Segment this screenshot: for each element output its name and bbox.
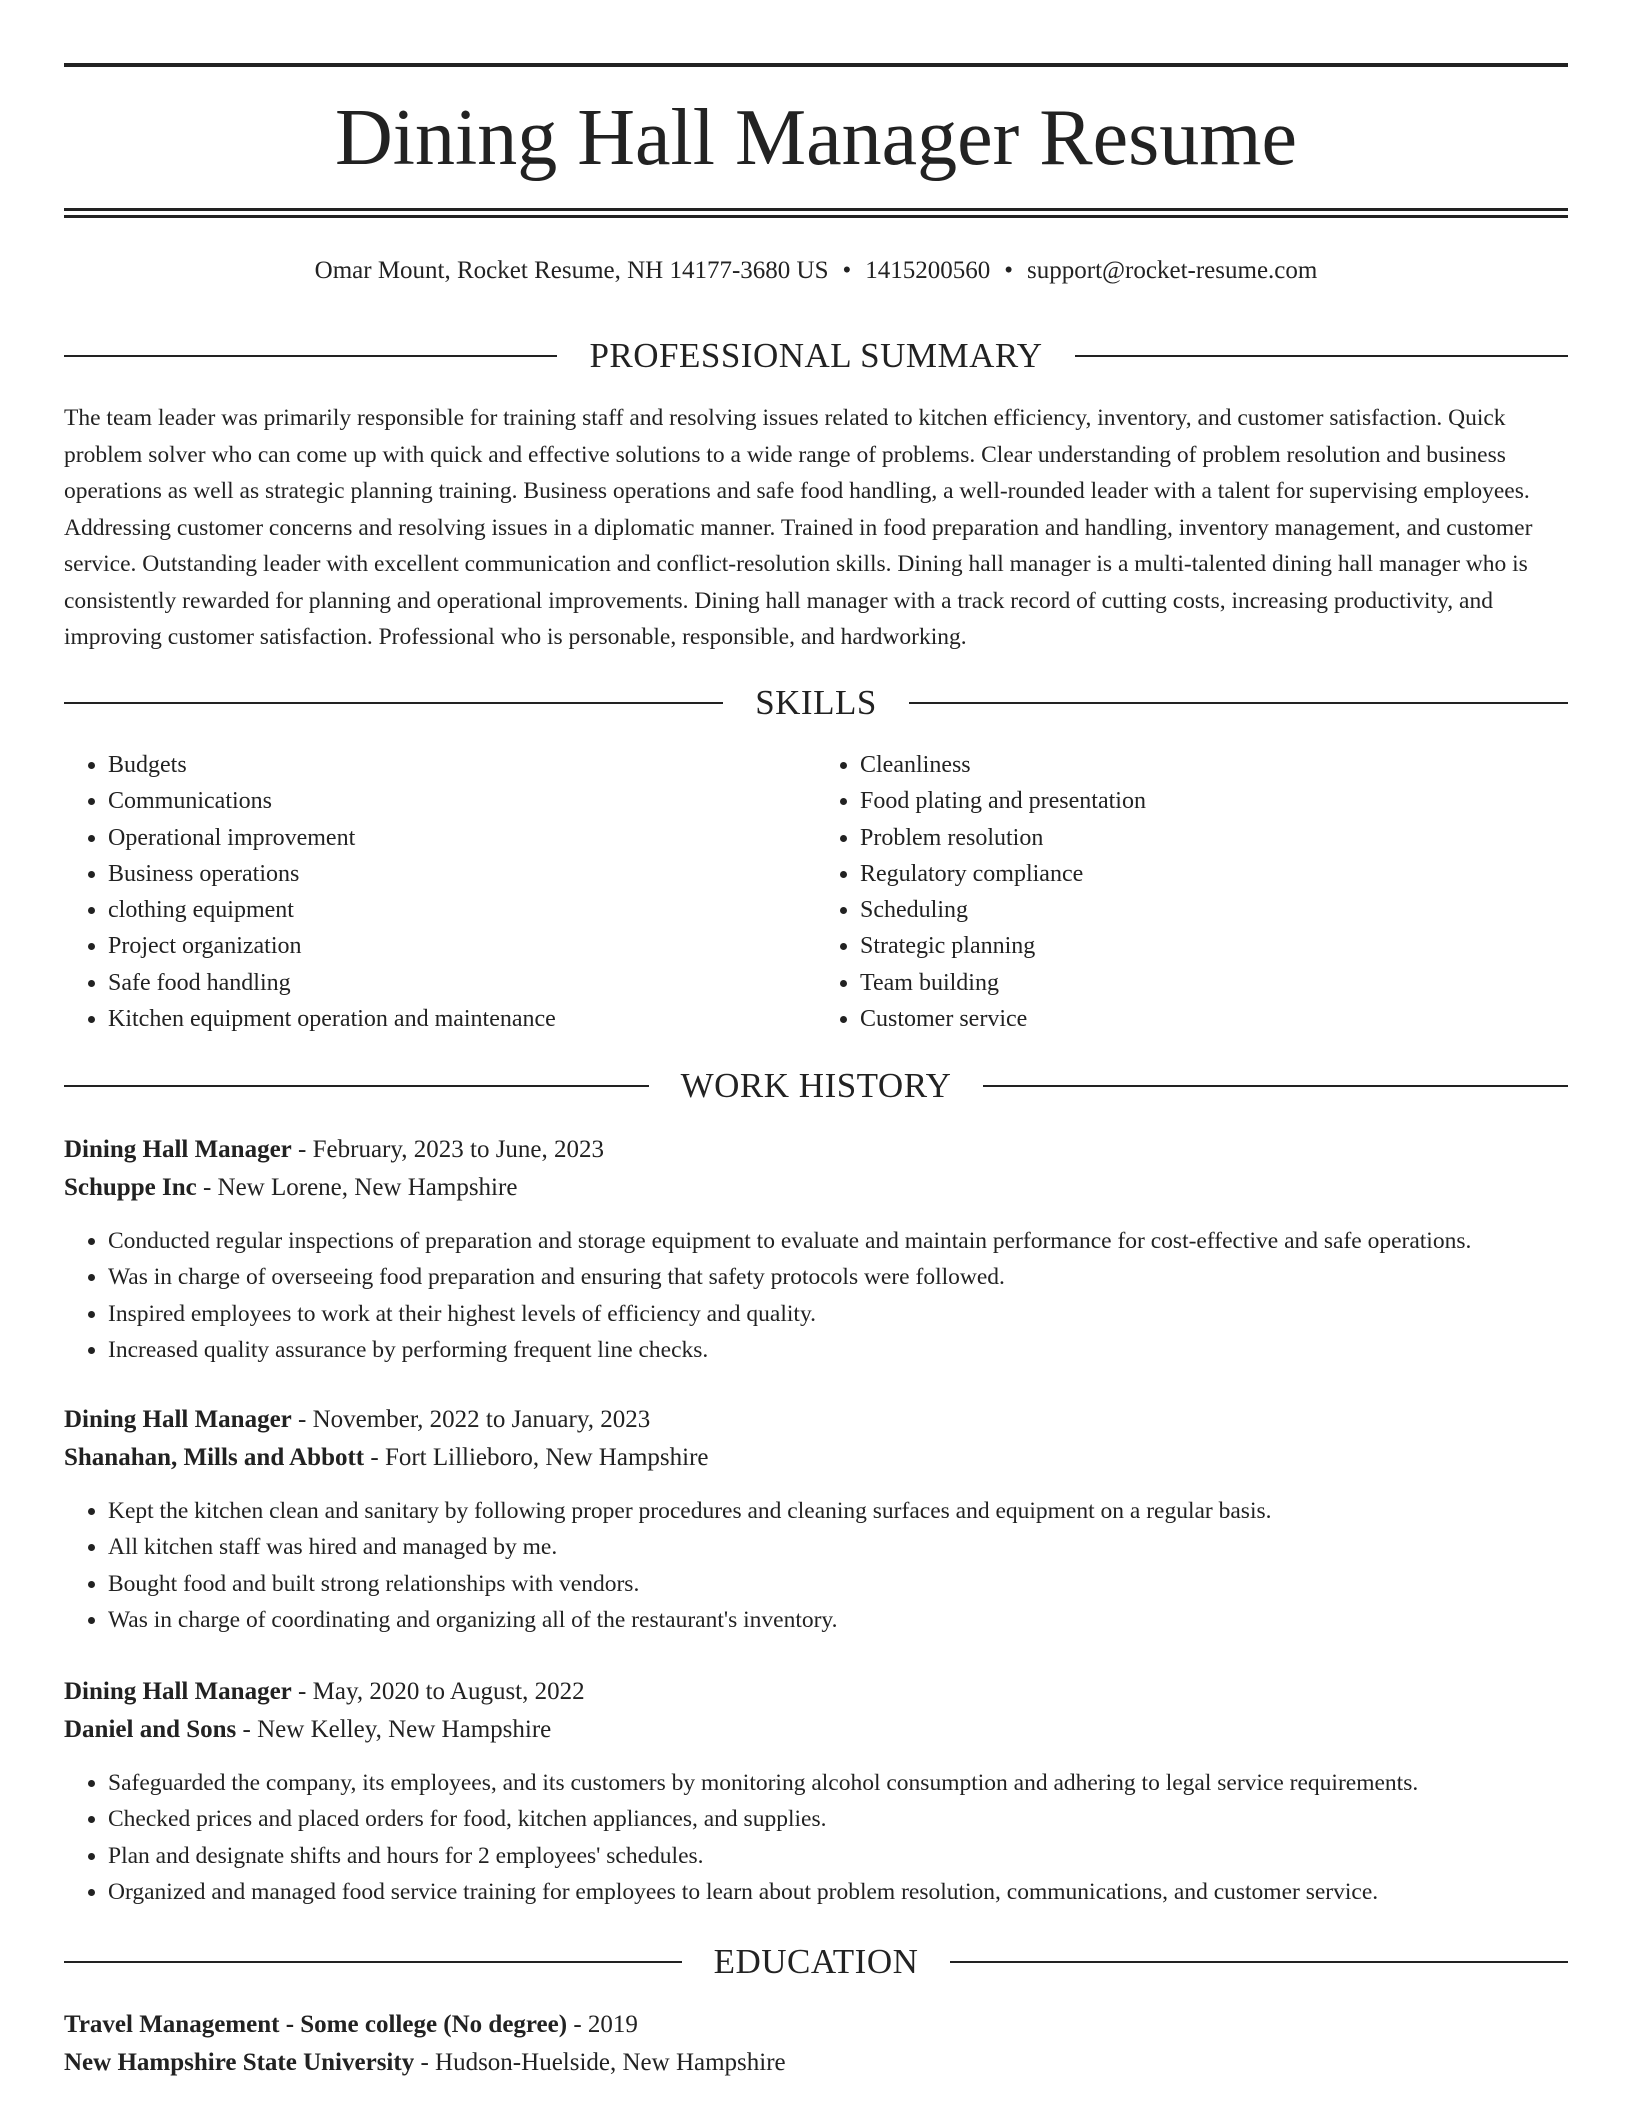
section-rule <box>1075 355 1568 357</box>
job-location: - New Kelley, New Hampshire <box>236 1716 552 1743</box>
section-header-skills <box>64 681 1568 725</box>
skill-item: • Customer service <box>860 1001 1568 1037</box>
job-company: Schuppe Inc <box>64 1174 197 1201</box>
skill-item: • Operational improvement <box>108 820 816 856</box>
job-dates: - February, 2023 to June, 2023 <box>291 1136 605 1163</box>
skill-item: • Kitchen equipment operation and maintenance <box>108 1001 816 1037</box>
job-bullet: • Inspired employees to work at their highest levels of efficiency and quality. <box>108 1296 1568 1332</box>
contact-line <box>64 254 1568 288</box>
job-company: Shanahan, Mills and Abbott <box>64 1444 365 1471</box>
section-rule <box>983 1085 1568 1087</box>
education-school-line <box>64 2044 1568 2082</box>
top-rule <box>64 63 1568 67</box>
job-bullets <box>64 1765 1568 1910</box>
skill-item: • Scheduling <box>860 892 1568 928</box>
job-bullet: • Checked prices and placed orders for food, kitchen appliances, and supplies. <box>108 1801 1568 1837</box>
job-bullet: • Increased quality assurance by performing frequent line checks. <box>108 1332 1568 1368</box>
job-entry <box>64 1131 1568 1368</box>
page-title: Dining Hall Manager Resume <box>335 94 1297 182</box>
skill-item: • clothing equipment <box>108 892 816 928</box>
section-header-education <box>64 1940 1568 1984</box>
job-bullet: • Was in charge of coordinating and organizing all of the restaurant's inventory. <box>108 1602 1568 1638</box>
contact-separator: • <box>1004 257 1014 284</box>
education-year: - 2019 <box>567 2011 638 2038</box>
job-bullet: • Kept the kitchen clean and sanitary by following proper procedures and cleaning surfaces and equipment on a regular basis. <box>108 1493 1568 1529</box>
education-degree: Travel Management - Some college (No degree) <box>64 2011 568 2038</box>
job-bullet: • Organized and managed food service training for employees to learn about problem resolution, communications, and customer service. <box>108 1874 1568 1910</box>
job-employer <box>64 1439 1568 1477</box>
job-heading <box>64 1401 1568 1439</box>
job-location: - New Lorene, New Hampshire <box>196 1174 518 1201</box>
skill-item: • Safe food handling <box>108 965 816 1001</box>
education-location: - Hudson-Huelside, New Hampshire <box>414 2049 786 2076</box>
skill-item: • Strategic planning <box>860 928 1568 964</box>
skill-item: • Cleanliness <box>860 747 1568 783</box>
skill-item: • Regulatory compliance <box>860 856 1568 892</box>
job-location: - Fort Lillieboro, New Hampshire <box>364 1444 709 1471</box>
job-title: Dining Hall Manager <box>64 1136 292 1163</box>
contact-address: Omar Mount, Rocket Resume, NH 14177-3680 US <box>314 257 829 284</box>
section-rule <box>64 1961 682 1963</box>
job-bullet: • Plan and designate shifts and hours for 2 employees' schedules. <box>108 1838 1568 1874</box>
skill-item: • Communications <box>108 783 816 819</box>
section-title: SKILLS <box>755 683 877 722</box>
skill-item: • Problem resolution <box>860 820 1568 856</box>
job-employer <box>64 1169 1568 1207</box>
contact-separator: • <box>842 257 852 284</box>
contact-phone: 1415200560 <box>865 257 991 284</box>
education-heading <box>64 2006 1568 2044</box>
job-bullet: • Bought food and built strong relationships with vendors. <box>108 1566 1568 1602</box>
job-bullet: • All kitchen staff was hired and managed by me. <box>108 1529 1568 1565</box>
job-bullets <box>64 1493 1568 1638</box>
section-rule <box>64 1085 649 1087</box>
skills-list <box>64 747 1568 1037</box>
section-title: WORK HISTORY <box>680 1066 952 1105</box>
education-entry <box>64 2006 1568 2082</box>
job-heading <box>64 1673 1568 1711</box>
job-title: Dining Hall Manager <box>64 1678 292 1705</box>
job-bullet: • Conducted regular inspections of preparation and storage equipment to evaluate and maintain performance for cost-effective and safe operations. <box>108 1223 1568 1259</box>
section-header-summary <box>64 334 1568 378</box>
section-rule <box>909 702 1568 704</box>
job-dates: - May, 2020 to August, 2022 <box>291 1678 585 1705</box>
section-title: PROFESSIONAL SUMMARY <box>589 336 1043 375</box>
job-company: Daniel and Sons <box>64 1716 237 1743</box>
skill-item: • Business operations <box>108 856 816 892</box>
job-bullet: • Safeguarded the company, its employees, and its customers by monitoring alcohol consumption and adhering to legal service requirements. <box>108 1765 1568 1801</box>
section-rule <box>64 355 557 357</box>
job-employer <box>64 1711 1568 1749</box>
title-double-rule <box>64 208 1568 218</box>
job-bullets <box>64 1223 1568 1368</box>
section-title: EDUCATION <box>713 1942 919 1981</box>
job-heading <box>64 1131 1568 1169</box>
skill-item: • Budgets <box>108 747 816 783</box>
skill-item: • Food plating and presentation <box>860 783 1568 819</box>
job-entry <box>64 1401 1568 1638</box>
summary-text: The team leader was primarily responsible for training staff and resolving issues related to kitchen efficiency, inventory, and customer satisfaction. Quick problem solver who can come up with quick and effective solutions to a wide range of problems. Clear understanding of problem resolution and business operations as well as strategic planning training. Business operations and safe food handling, a well-rounded leader with a talent for supervising employees. Addressing customer concerns and resolving issues in a diplomatic manner. Trained in food preparation and handling, inventory management, and customer service. Outstanding leader with excellent communication and conflict-resolution skills. Dining hall manager is a multi-talented dining hall manager who is consistently rewarded for planning and operational improvements. Dining hall manager with a track record of cutting costs, increasing productivity, and improving customer satisfaction. Professional who is personable, responsible, and hardworking. <box>64 405 1533 650</box>
job-bullet: • Was in charge of overseeing food preparation and ensuring that safety protocols were followed. <box>108 1259 1568 1295</box>
contact-email: support@rocket-resume.com <box>1027 257 1318 284</box>
skills-column-right <box>816 747 1568 1037</box>
job-title: Dining Hall Manager <box>64 1406 292 1433</box>
education-school: New Hampshire State University <box>64 2049 415 2076</box>
section-rule <box>950 1961 1568 1963</box>
job-entry <box>64 1673 1568 1910</box>
skills-column-left <box>64 747 816 1037</box>
skill-item: • Project organization <box>108 928 816 964</box>
job-dates: - November, 2022 to January, 2023 <box>291 1406 651 1433</box>
skill-item: • Team building <box>860 965 1568 1001</box>
section-rule <box>64 702 723 704</box>
section-header-work <box>64 1064 1568 1108</box>
